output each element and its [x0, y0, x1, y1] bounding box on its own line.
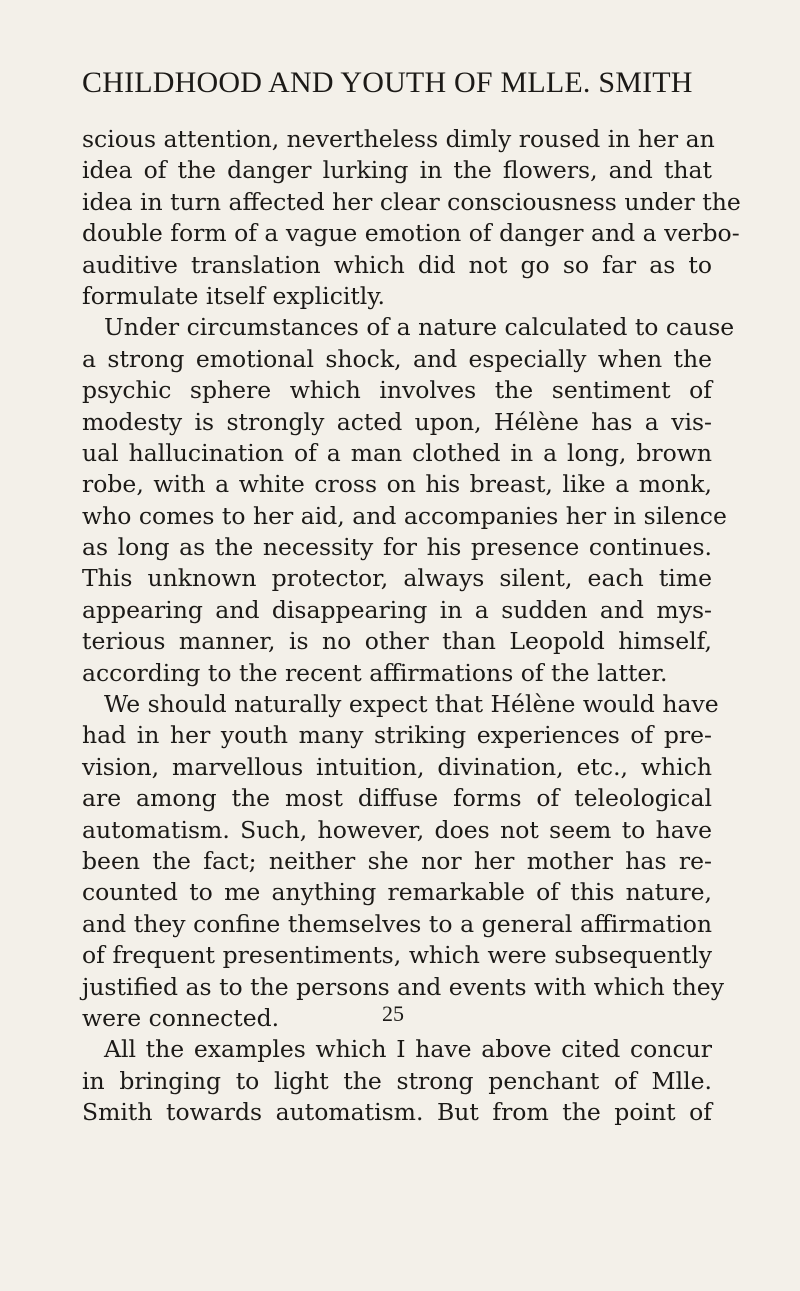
text-line: been the fact; neither she nor her mother has re- [82, 846, 712, 875]
text-line: of frequent presentiments, which were subsequently [82, 941, 712, 970]
text-line: according to the recent affirmations of the latter. [82, 658, 668, 687]
text-line: auditive translation which did not go so far as to [82, 250, 712, 279]
text-line: This unknown protector, always silent, each time [82, 564, 712, 593]
text-line: idea in turn affected her clear consciousness under the [82, 187, 741, 216]
text-line: modesty is strongly acted upon, Hélène has a vis- [82, 407, 712, 436]
text-line: psychic sphere which involves the sentiment of [82, 376, 712, 405]
text-line: were connected. [82, 1003, 280, 1032]
text-line: Smith towards automatism. But from the point of [82, 1098, 712, 1127]
running-head: CHILDHOOD AND YOUTH OF MLLE. SMITH [82, 66, 693, 99]
text-line: Under circumstances of a nature calculated to cause [104, 313, 735, 342]
text-line: counted to me anything remarkable of this nature, [82, 878, 712, 907]
text-line: automatism. Such, however, does not seem to have [82, 815, 712, 844]
text-line: double form of a vague emotion of danger and a verbo- [82, 219, 740, 248]
text-line: a strong emotional shock, and especially when the [82, 344, 712, 373]
text-line: ual hallucination of a man clothed in a long, brown [82, 438, 712, 467]
text-line: robe, with a white cross on his breast, like a monk, [82, 470, 712, 499]
text-line: terious manner, is no other than Leopold himself, [82, 627, 712, 656]
text-line: are among the most diffuse forms of teleological [82, 784, 712, 813]
body-text [82, 124, 741, 1129]
text-line: All the examples which I have above cited concur [104, 1035, 712, 1064]
text-line: formulate itself explicitly. [82, 281, 385, 310]
text-line: as long as the necessity for his presence continues. [82, 533, 712, 562]
text-line: had in her youth many striking experiences of pre- [82, 721, 712, 750]
text-line: We should naturally expect that Hélène would have [104, 690, 719, 719]
text-line: in bringing to light the strong penchant of Mlle. [82, 1066, 712, 1095]
text-line: scious attention, nevertheless dimly roused in her an [82, 125, 715, 153]
text-line: and they confine themselves to a general affirmation [82, 909, 712, 938]
text-line: vision, marvellous intuition, divination, etc., which [82, 752, 712, 781]
page-number: 25 [382, 1001, 404, 1026]
text-line: appearing and disappearing in a sudden and mys- [82, 595, 712, 624]
text-line: justified as to the persons and events with which they [82, 972, 724, 1001]
text-line: who comes to her aid, and accompanies her in silence [82, 501, 727, 530]
text-line: idea of the danger lurking in the flowers, and that [82, 156, 712, 185]
